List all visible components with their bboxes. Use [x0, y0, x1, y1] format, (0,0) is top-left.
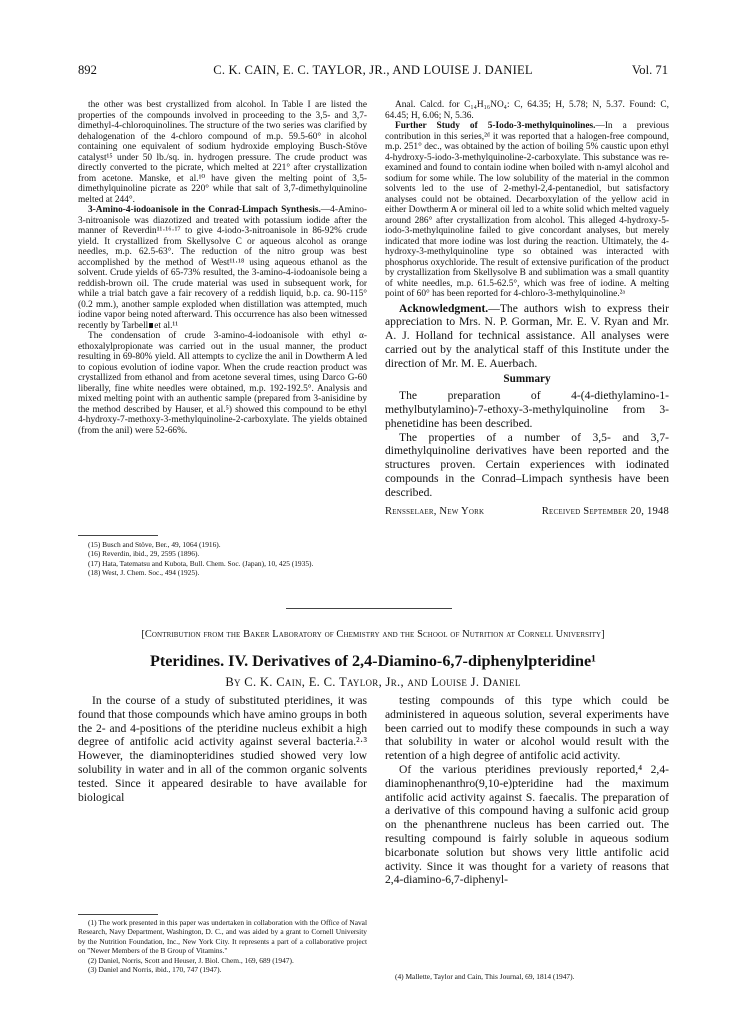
paragraph: Of the various pteridines previously reported,⁴ 2,4-diaminophenanthro(9,10-e)pteridine had the maximum antifolic acid activity against S. faecalis. The preparation of a derivative of this compound having a sulfonic acid group on the phenanthrene nucleus has been carried out. The resulting compound is fairly soluble in aqueous sodium bicarbonate solution but shows very little antifolic acid activity. Since it was thought for a variety of reasons that 2,4-diamino-6,7-diphenyl-: [385, 762, 669, 887]
section-heading: Acknowledgment.: [399, 301, 489, 315]
footnote: (1) The work presented in this paper was undertaken in collaboration with the Office of Naval Research, Navy Department, Washington, D. C., and was aided by a grant to Cornell University by the Nutrition Foundation, Inc., New York City. It represents a part of a collaborative project on "Newer Members of the B Group of Vitamins.": [78, 918, 367, 956]
footnote: (18) West, J. Chem. Soc., 494 (1925).: [88, 568, 200, 578]
left-column-top: [78, 100, 367, 436]
sign-received: Received September 20, 1948: [541, 505, 669, 517]
footnote: (15) Busch and Stöve, Ber., 49, 1064 (1916).: [88, 540, 221, 549]
footnote: (2) Daniel, Norris, Scott and Heuser, J. Biol. Chem., 169, 689 (1947).: [88, 955, 294, 965]
footnote: (16) Reverdin, ibid., 29, 2595 (1896).: [88, 549, 200, 559]
section-heading: 3-Amino-4-iodoanisole in the Conrad-Limpach Synthesis.: [88, 205, 321, 215]
sign-place: Rensselaer, New York: [385, 505, 485, 517]
page-number: 892: [78, 63, 97, 77]
summary-heading: Summary: [503, 373, 551, 386]
paragraph: The condensation of crude 3-amino-4-iodoanisole with ethyl α-ethoxalylpropionate was carried out in the usual manner, the product resulting in 69-80% yield. All attempts to cyclize the anil in Dowtherm A led to copious evolution of iodine vapor. When the crude reaction product was crystallized from ethanol and from acetone several times, using Darco G-60 liberally, fine white needles were obtained, m.p. 192-192.5°. Analysis and mixed melting point with an authentic sample (prepared from 3-anisidine by the method described by Hauser, et al.⁵) showed this compound to be ethyl 4-hydroxy-7-methoxy-3-methylquinoline-2-carboxylate. The yields obtained (from the anil) were 52-66%.: [78, 331, 367, 436]
contribution-line: [Contribution from the Baker Laboratory of Chemistry and the School of Nutrition at Cornell University]: [141, 629, 605, 640]
footnotes-bottom-right: [385, 972, 669, 981]
paragraph: The preparation of 4-(4-diethylamino-1-methylbutylamino)-7-ethoxy-3-methylquinoline from 3-phenetidine has been described.: [385, 389, 669, 430]
paragraph: 3-Amino-4-iodoanisole in the Conrad-Limpach Synthesis.—4-Amino-3-nitroanisole was diazotized and treated with potassium iodide after the manner of Reverdin¹¹·¹⁶·¹⁷ to give 4-iodo-3-nitroanisole in 86-92% crude yield. It crystallized from Skellysolve C or aqueous alcohol as orange needles, m.p. 62.5-63°. The reduction of the nitro group was best accomplished by the method of West¹¹·¹⁸ using aqueous ethanol as the solvent. Crude yields of 65-73% resulted, the 3-amino-4-iodoanisole being a reddish-brown oil. The crude material was used in subsequent work, for while a trial batch gave a fair recovery of a reddish liquid, b.p. ca. 90-115° (0.2 mm.), another sample exploded when distillation was attempted, much iodine vapor being noted afterward. This occurrence has also been witnessed recently by Tarbell et al.¹¹: [78, 205, 367, 331]
footnote-rule: [78, 914, 158, 915]
paragraph: Further Study of 5-Iodo-3-methylquinolines.—In a previous contribution in this series,²ᵈ it was reported that a halogen-free compound, m.p. 251° dec., was obtained by the action of boiling 5% caustic upon ethyl 4-hydroxy-5-iodo-3-methylquinoline-2-carboxylate. This substance was re-examined and found to contain iodine when boiled with n-amyl alcohol and sodium for some while. The low solubility of the material in the common solvents led to the use of 2-methyl-2,4-pentanediol, but satisfactory analyses could not be obtained. Decarboxylation of the yellow acid in either Dowtherm A or mineral oil led to a white solid which melted vaguely around 286° after crystallization from alcohol. This alleged 4-hydroxy-5-iodo-3-methylquinoline failed to give concordant analyses, but merely indicated that more iodine was lost during the reaction. Ultimately, the 4-hydroxy-3-methylquinoline type so obtained was interacted with phosphorus oxychloride. The result of extensive purification of the product by crystallization from Skellysolve B and sublimation was a small quantity of white needles, m.p. 61.5-62.5°, which was free of iodine. A melting point of 60° has been reported for 4-chloro-3-methylquinoline.²ᵃ: [385, 121, 669, 299]
page-header: [78, 63, 668, 81]
signature-line: [385, 506, 669, 518]
right-column-top: [385, 100, 669, 518]
paragraph: The properties of a number of 3,5- and 3,7-dimethylquinoline derivatives have been reported and the structures proven. Certain experiences with iodinated compounds in the Conrad–Limpach synthesis have been described.: [385, 430, 669, 499]
footnote: (4) Mallette, Taylor and Cain, This Journal, 69, 1814 (1947).: [395, 972, 575, 981]
paragraph: the other was best crystallized from alcohol. In Table I are listed the properties of the compounds involved in proceeding to the 3,5- and 3,7-dimethyl-4-chloroquinolines. The structure of the two series was clarified by dehalogenation of the 4-chloro compound of m.p. 59.5-60° in alcohol containing one equivalent of sodium hydroxide employing Busch-Stöve catalyst¹⁵ under 50 lb./sq. in. hydrogen pressure. The crude product was directly converted to the picrate, which melted at 221° after crystallization from acetone. Manske, et al.¹⁰ have given the melting point of 3,5-dimethylquinoline picrate as 220° while that salt of 3,7-dimethylquinoline melted at 244°.: [78, 100, 367, 205]
paragraph: testing compounds of this type which could be administered in aqueous solution, several experiments have been carried out to modify these compounds in such a way that solubility in water or alcohol would result with the retention of a high degree of antifolic acid activity.: [385, 694, 669, 763]
ink-blot: [149, 323, 153, 328]
volume-label: Vol. 71: [631, 63, 668, 77]
article-authors: By C. K. Cain, E. C. Taylor, Jr., and Louise J. Daniel: [225, 675, 521, 689]
footnotes-bottom-left: [78, 918, 367, 974]
right-column-bottom: [385, 694, 669, 887]
running-title: C. K. CAIN, E. C. TAYLOR, JR., AND LOUISE J. DANIEL: [213, 63, 533, 77]
section-heading: Further Study of 5-Iodo-3-methylquinolines.: [395, 121, 596, 131]
paragraph: In the course of a study of substituted pteridines, it was found that those compounds which have amino groups in both the 2- and 4-positions of the pteridine nucleus exhibit a high degree of antifolic acid activity against several bacteria.²·³ However, the diaminopteridines studied showed very low solubility in water and in all of the common organic solvents tested. Since it appeared desirable to have available for biological: [78, 694, 367, 804]
left-column-bottom: [78, 694, 367, 804]
article-title: Pteridines. IV. Derivatives of 2,4-Diamino-6,7-diphenylpteridine¹: [149, 652, 597, 670]
footnotes-top: [78, 540, 367, 578]
footnote-rule: [78, 535, 158, 536]
paragraph: Acknowledgment.—The authors wish to express their appreciation to Mrs. N. P. Gorman, Mr. E. V. Ryan and Mr. A. J. Holland for technical assistance. All analyses were carried out by the analytical staff of this Institute under the direction of Mr. M. E. Auerbach.: [385, 301, 669, 370]
footnote: (17) Hata, Tatematsu and Kubota, Bull. Chem. Soc. (Japan), 10, 425 (1935).: [88, 558, 314, 568]
footnote: (3) Daniel and Norris, ibid., 170, 747 (1947).: [88, 965, 222, 975]
article-separator: [286, 608, 452, 609]
analysis-line: Anal. Calcd. for C₁₄H₁₆NO₄: C, 64.35; H, 5.78; N, 5.37. Found: C, 64.45; H, 6.06; N, 5.36.: [385, 100, 669, 121]
